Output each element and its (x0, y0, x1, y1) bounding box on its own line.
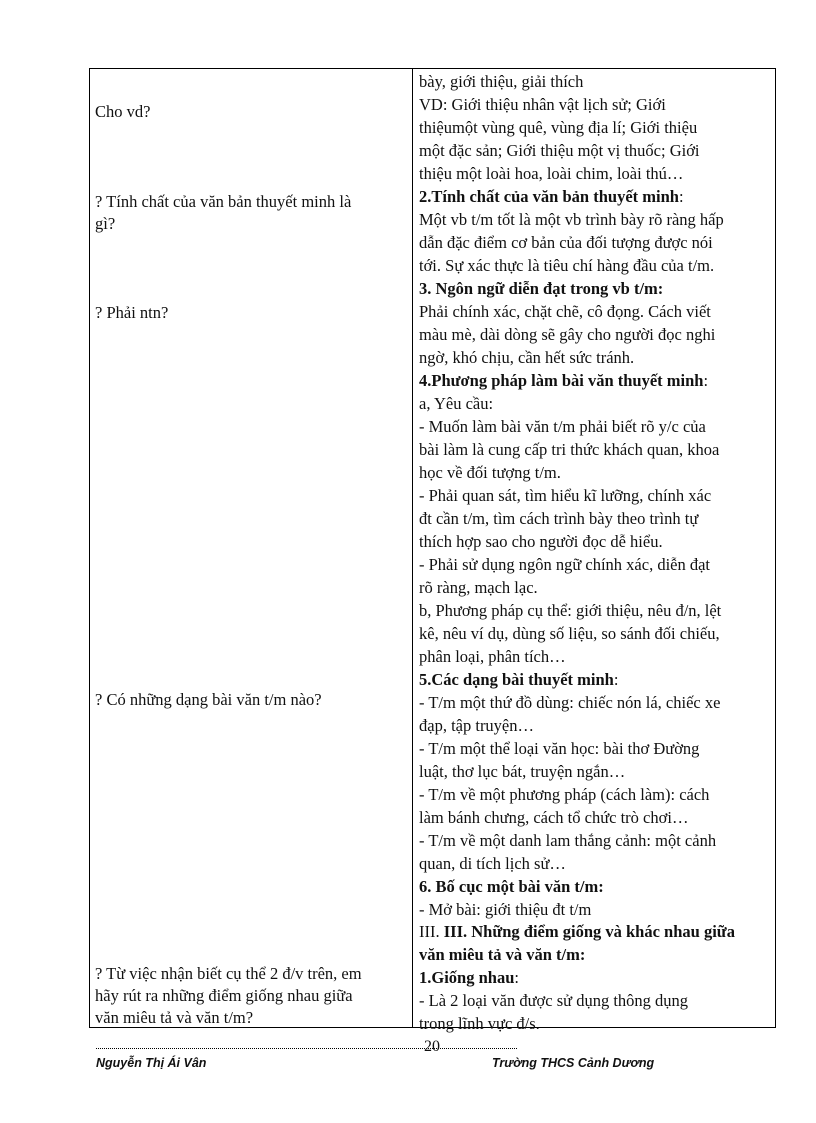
section-heading-4 (419, 370, 708, 393)
answer-line: bài làm là cung cấp tri thức khách quan, khoa (419, 440, 720, 459)
answer-line: trong lĩnh vực đ/s. (419, 1014, 540, 1033)
question-compare: ? Từ việc nhận biết cụ thể 2 đ/v trên, em (95, 964, 362, 983)
answer-line: - Phải sử dụng ngôn ngữ chính xác, diễn đạt (419, 555, 711, 574)
answer-line: màu mè, dài dòng sẽ gây cho người đọc nghi (419, 325, 716, 344)
section-heading-2 (419, 186, 684, 209)
answer-line: - T/m một thứ đồ dùng: chiếc nón lá, chiếc xe (419, 693, 721, 712)
section-heading-5-text: 5.Các dạng bài thuyết minh (419, 670, 614, 689)
answer-line: - Phải quan sát, tìm hiểu kĩ lưỡng, chính xác (419, 486, 712, 505)
heading-colon: : (613, 670, 619, 689)
lesson-table (89, 68, 776, 1033)
answer-line: phân loại, phân tích… (419, 647, 566, 666)
section-heading-6: 6. Bố cục một bài văn t/m: (419, 877, 604, 896)
answer-line: - T/m về một phương pháp (cách làm): cách (419, 785, 710, 804)
question-example: Cho vd? (95, 102, 151, 121)
question-compare-cont-1: hãy rút ra những điểm giống nhau giữa (95, 986, 353, 1005)
answer-line: một đặc sản; Giới thiệu một vị thuốc; Giới (419, 141, 700, 160)
roman-numeral: III. (419, 922, 444, 941)
section-heading-5 (419, 669, 618, 692)
footer-school: Trường THCS Cảnh Dương (492, 1056, 655, 1070)
heading-colon: : (514, 968, 519, 987)
subheading-similarity (419, 967, 519, 990)
answer-line: - Là 2 loại văn được sử dụng thông dụng (419, 991, 689, 1010)
section-heading-3: 3. Ngôn ngữ diễn đạt trong vb t/m: (419, 279, 664, 298)
page-number: 20 (424, 1038, 440, 1055)
section-heading-4-text: 4.Phương pháp làm bài văn thuyết minh (419, 371, 704, 390)
answer-line: thiệumột vùng quê, vùng địa lí; Giới thiệu (419, 118, 698, 137)
heading-colon: : (678, 187, 684, 206)
column-divider (412, 69, 413, 1027)
section-heading-III-text: III. Những điểm giống và khác nhau giữa (443, 922, 735, 941)
answer-line: Phải chính xác, chặt chẽ, cô đọng. Cách viết (419, 302, 711, 321)
answer-line: - T/m về một danh lam thắng cảnh: một cảnh (419, 831, 717, 850)
answer-line: học về đối tượng t/m. (419, 463, 561, 482)
answer-line: ngờ, khó chịu, cần hết sức tránh. (419, 348, 635, 367)
answer-line: VD: Giới thiệu nhân vật lịch sử; Giới (419, 95, 666, 114)
answer-line: b, Phương pháp cụ thể: giới thiệu, nêu đ/n, lệt (419, 601, 722, 620)
answer-line: đt cần t/m, tìm cách trình bày theo trình tự (419, 509, 699, 528)
answer-line: Một vb t/m tốt là một vb trình bày rõ ràng hấp (419, 210, 724, 229)
answer-line: bày, giới thiệu, giải thích (419, 72, 584, 91)
section-heading-III (419, 921, 735, 944)
answer-line: tới. Sự xác thực là tiêu chí hàng đầu của t/m. (419, 256, 715, 275)
footer-author: Nguyễn Thị Ái Vân (96, 1056, 207, 1070)
answer-line: - Mở bài: giới thiệu đt t/m (419, 900, 592, 919)
question-types: ? Có những dạng bài văn t/m nào? (95, 690, 322, 709)
answer-line: đạp, tập truyện… (419, 716, 535, 735)
answer-line: quan, di tích lịch sử… (419, 854, 566, 873)
question-properties: ? Tính chất của văn bản thuyết minh là (95, 192, 352, 211)
answer-line: luật, thơ lục bát, truyện ngắn… (419, 762, 626, 781)
section-heading-III-cont: văn miêu tả và văn t/m: (419, 945, 586, 964)
question-how: ? Phải ntn? (95, 303, 169, 322)
section-heading-2-text: 2.Tính chất của văn bản thuyết minh (419, 187, 679, 206)
footer-dotted-rule (96, 1048, 517, 1049)
answer-line: làm bánh chưng, cách tổ chức trò chơi… (419, 808, 689, 827)
question-compare-cont-2: văn miêu tả và văn t/m? (95, 1008, 254, 1027)
answer-line: - Muốn làm bài văn t/m phải biết rõ y/c của (419, 417, 706, 436)
answer-line: - T/m một thể loại văn học: bài thơ Đường (419, 739, 700, 758)
answer-line: thích hợp sao cho người đọc dễ hiểu. (419, 532, 663, 551)
answer-line: a, Yêu cầu: (419, 394, 494, 413)
answer-line: kê, nêu ví dụ, dùng số liệu, so sánh đối chiếu, (419, 624, 720, 643)
heading-colon: : (703, 371, 709, 390)
answer-line: dẫn đặc điểm cơ bản của đối tượng được nói (419, 233, 713, 252)
subheading-similarity-text: 1.Giống nhau (419, 968, 515, 987)
question-properties-cont: gì? (95, 214, 116, 233)
answer-line: thiệu một loài hoa, loài chim, loài thú… (419, 164, 684, 183)
answer-line: rõ ràng, mạch lạc. (419, 578, 538, 597)
